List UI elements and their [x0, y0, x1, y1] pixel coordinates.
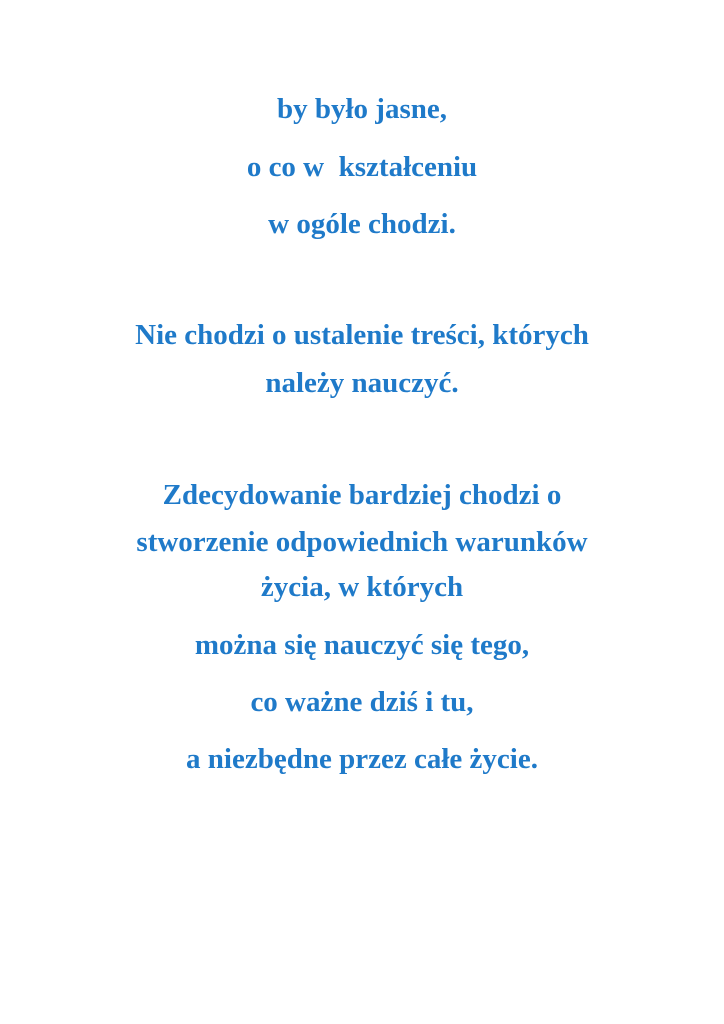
text-line: Nie chodzi o ustalenie treści, których [135, 319, 589, 351]
text-line: w ogóle chodzi. [268, 208, 456, 240]
text-line: życia, w których [260, 571, 464, 603]
text-line: a niezbędne przez całe życie. [186, 743, 538, 775]
text-line: stworzenie odpowiednich warunków [136, 526, 588, 558]
text-line: o co w kształceniu [246, 151, 478, 183]
text-line: by było jasne, [276, 93, 447, 125]
text-line: Zdecydowanie bardziej chodzi o [162, 479, 562, 511]
text-line: co ważne dziś i tu, [250, 686, 474, 718]
text-line: można się nauczyć się tego, [194, 629, 530, 661]
text-line: należy nauczyć. [265, 367, 459, 399]
